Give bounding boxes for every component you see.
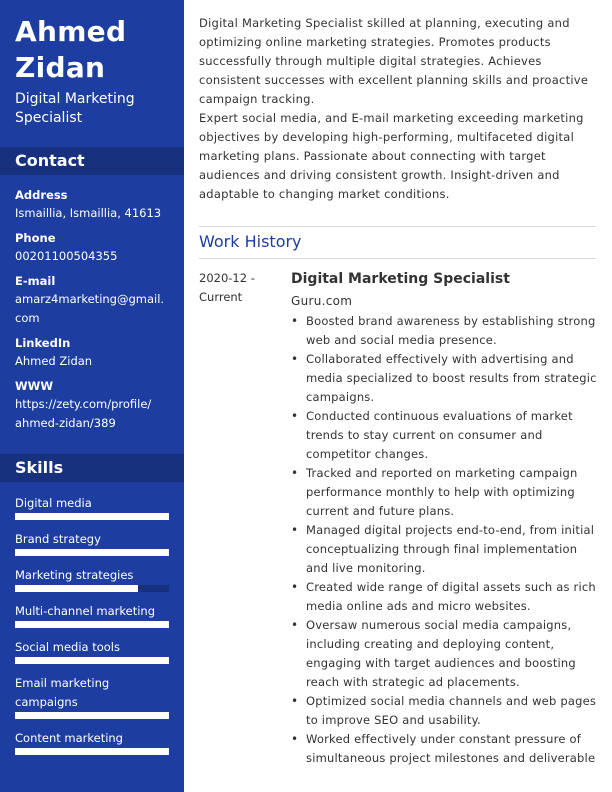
skill-level-bar: [15, 657, 169, 664]
skill-name: Multi-channel marketing: [15, 604, 156, 618]
skill-name: Social media tools: [15, 640, 120, 654]
skills-heading: Skills: [0, 454, 184, 482]
skill-level-bar: [15, 712, 169, 719]
skill-level-bar: [15, 549, 169, 556]
skill-name: Marketing strategies: [15, 568, 134, 582]
contact-label-address: Address: [15, 188, 68, 202]
sidebar: [0, 0, 184, 792]
contact-label-email: E-mail: [15, 274, 56, 288]
contact-value-linkedin[interactable]: Ahmed Zidan: [15, 354, 93, 368]
skill-name: Email marketing campaigns: [15, 676, 110, 709]
skill-level-fill: [15, 513, 169, 520]
skill-level-bar: [15, 748, 169, 755]
skill-level-fill: [15, 585, 138, 592]
last-name: Zidan: [15, 51, 106, 84]
contact-value-phone[interactable]: 00201100504355: [15, 249, 118, 263]
job-bullet: • Oversaw numerous social media campaigns, including creating and deploying content, engaging with target audiences and boosting reach with strategic ad placements.: [291, 616, 597, 692]
professional-summary: [199, 14, 599, 204]
contact-heading: Contact: [0, 147, 184, 175]
skill-level-bar: [15, 513, 169, 520]
job-bullet: • Created wide range of digital assets such as rich media online ads and micro websites.: [291, 578, 597, 616]
first-name: Ahmed: [15, 15, 127, 48]
job-bullets: [291, 312, 597, 768]
contact-label-linkedin: LinkedIn: [15, 336, 71, 350]
skill-level-fill: [15, 657, 169, 664]
skill-name: Digital media: [15, 496, 92, 510]
job-company: Guru.com: [291, 294, 353, 308]
job-title: Digital Marketing Specialist: [291, 271, 510, 287]
contact-label-www: WWW: [15, 379, 54, 393]
skill-level-bar: [15, 621, 169, 628]
contact-value-address: Ismaillia, Ismaillia, 41613: [15, 206, 162, 220]
job-dates: 2020-12 - Current: [199, 271, 255, 304]
skill-level-fill: [15, 621, 169, 628]
job-bullet: • Worked effectively under constant pressure of simultaneous project milestones and deliverable: [291, 730, 597, 768]
job-bullet: • Optimized social media channels and web pages to improve SEO and usability.: [291, 692, 597, 730]
job-bullet: • Boosted brand awareness by establishing strong web and social media presence.: [291, 312, 597, 350]
job-bullet: • Tracked and reported on marketing campaign performance monthly to help with optimizing current and future plans.: [291, 464, 597, 521]
skill-level-bar: [15, 585, 169, 592]
job-bullet: • Collaborated effectively with advertising and media specialized to boost results from strategic campaigns.: [291, 350, 597, 407]
skill-name: Content marketing: [15, 731, 123, 745]
contact-value-email[interactable]: amarz4marketing@gmail.com: [15, 292, 165, 325]
summary-paragraph-1: Digital Marketing Specialist skilled at planning, executing and optimizing online marketing strategies. Promotes products successfully through multiple digital strategies. Achieves consistent successes with excellent planning skills and proactive campaign tracking.: [199, 16, 589, 106]
candidate-name: [15, 14, 180, 86]
contact-label-phone: Phone: [15, 231, 56, 245]
section-divider: [199, 258, 596, 259]
skill-level-fill: [15, 549, 169, 556]
section-divider: [199, 226, 596, 227]
job-bullet: • Managed digital projects end-to-end, from initial conceptualizing through final implementation and live monitoring.: [291, 521, 597, 578]
work-history-heading: Work History: [199, 232, 302, 251]
summary-paragraph-2: Expert social media, and E-mail marketing exceeding marketing objectives by developing high-performing, multifaceted digital marketing plans. Passionate about connecting with target audiences and driving consistent growth. Insight-driven and adaptable to changing market conditions.: [199, 111, 584, 201]
skill-name: Brand strategy: [15, 532, 101, 546]
job-title-subtitle: Digital Marketing Specialist: [15, 91, 135, 126]
skill-level-fill: [15, 712, 169, 719]
skill-level-fill: [15, 748, 169, 755]
job-bullet: • Conducted continuous evaluations of market trends to stay current on consumer and competitor changes.: [291, 407, 597, 464]
contact-value-www[interactable]: https://zety.com/profile/ahmed-zidan/389: [15, 397, 152, 430]
